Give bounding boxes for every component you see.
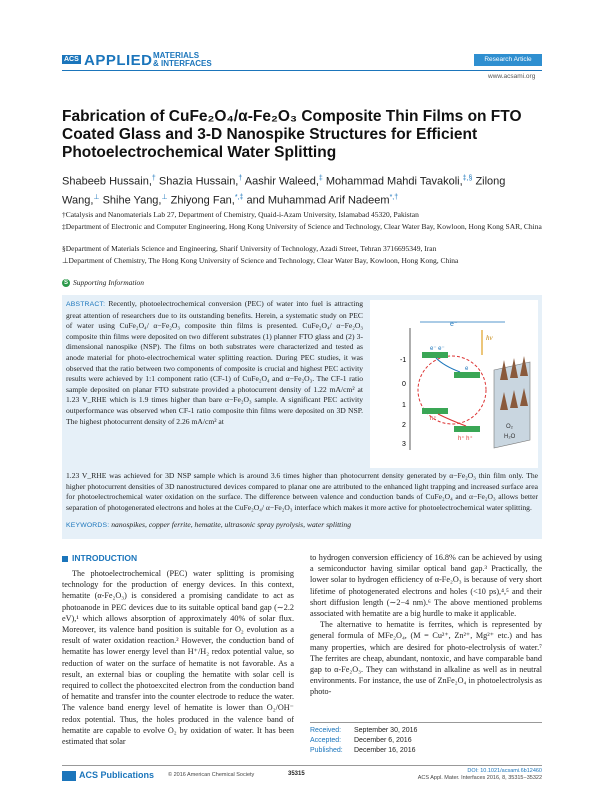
vb-hematite xyxy=(454,426,480,432)
footer-rule xyxy=(62,765,542,766)
supporting-information-link[interactable]: S Supporting Information xyxy=(63,278,145,287)
affiliation-3: §Department of Materials Science and Engineering, Sharif University of Technology, Azadi Street, Tehran 3716695349, Iran xyxy=(62,244,437,253)
intro-paragraph: The alternative to hematite is ferrites, which is represented by general formula of MFe₂O₄, (M = Cu²⁺, Zn²⁺, Mg²⁺ etc.) and has many properties, which are desired for photo-electrolysis of water.⁷ The ferrites are cheap, abundant, nontoxic, and have comparable band gap to α-Fe₂O₃. They can withstand in alkaline as well as in neutral environments. For instance, the use of ZnFe₂O₄ in photoelectrolysis as photo- xyxy=(310,620,542,697)
author-name: Shazia Hussain, xyxy=(158,175,239,188)
article-type-badge: Research Article xyxy=(474,54,542,66)
axis-tick: 1 xyxy=(402,402,406,409)
cb-hematite xyxy=(454,372,480,378)
intro-left-column xyxy=(62,568,294,747)
electron-label: e xyxy=(465,366,469,372)
header-rule xyxy=(62,70,542,71)
intro-paragraph: The photoelectrochemical (PEC) water splitting is promising technology for the production of energy devices. In this context, hematite (α-Fe₂O₃) is considered a promising candidate to act as photoanode in PEC devices due to its suitable optical band gap (∼2.2 eV),¹ which allows absorption of approximately 40% of solar flux. Moreover, its valence band position is suitable for O₂ evolution as a result of water oxidation reaction.² However, the conduction band of hematite has lower energy level than H⁺/H₂ redox potential value, so reduction of water on the surface of hematite is not favorable. As a result, an external bias or coupling the hematite with solar cell is required to collect the photoexcited electron from the conduction band of hematite and transfer into the counter electrode to reduce the water. The valence band energy level of hematite is lower than O₂/OH⁻ redox potential. Thus, the holes produced in the valence band of hematite are capable to evolve O₂ by oxidation of water. It has been estimated that solar xyxy=(62,569,294,747)
date-published: Published: December 16, 2016 xyxy=(310,747,416,754)
doi-block xyxy=(400,768,542,782)
axis-tick: 2 xyxy=(402,422,406,429)
author-list xyxy=(62,171,542,208)
author-name: Shabeeb Hussain, xyxy=(62,175,152,188)
hole-label: h⁺ h⁺ xyxy=(458,436,473,442)
author-affiliation-mark: ‡,§ xyxy=(462,175,473,182)
author-name: Aashir Waleed, xyxy=(244,175,319,188)
citation: ACS Appl. Mater. Interfaces 2016, 8, 35315−35322 xyxy=(417,775,542,781)
author-name: Shihe Yang, xyxy=(102,194,162,207)
water-label: H₂O xyxy=(504,434,516,440)
date-received: Received: September 30, 2016 xyxy=(310,727,418,734)
toc-figure xyxy=(370,300,538,468)
page-number: 35315 xyxy=(288,771,305,777)
copyright: © 2016 American Chemical Society xyxy=(168,772,255,778)
author-affiliation-mark: ⊥ xyxy=(93,193,100,201)
author-affiliation-mark: † xyxy=(238,175,243,182)
intro-paragraph: to hydrogen conversion efficiency of 16.8% can be achieved by using a semiconductor having similar optical band gap.³ Practically, the lower solar to hydrogen efficiency of α-Fe₂O₃ is because of very short lifetime of photogenerated electrons and holes (<10 ps),⁴,⁵ and their short diffusion length (∼2−4 nm).⁶ The above mentioned problems associated with hematite are a big hurdle to make it applicable. xyxy=(310,553,542,619)
electron-label: e⁻ e⁻ xyxy=(430,346,445,352)
journal-subname: MATERIALS & INTERFACES xyxy=(153,51,212,68)
doi-link[interactable]: DOI: 10.1021/acsami.6b12460 xyxy=(467,768,542,774)
author-affiliation-mark: *,‡ xyxy=(234,193,244,201)
author-name: Zilong Wang, xyxy=(62,175,506,207)
author-name: and Muhammad Arif Nadeem xyxy=(246,194,390,207)
affiliation-2: ‡Department of Electronic and Computer Engineering, Hong Kong University of Science and Technology, Clear Water Bay, Kowloon, Hong Kong SAR, China xyxy=(62,222,542,231)
cb-cufe2o4 xyxy=(422,352,448,358)
light-label: hν xyxy=(486,334,493,342)
affiliation-4: ⊥Department of Chemistry, The Hong Kong University of Science and Technology, Clear Water Bay, Kowloon, Hong Kong, China xyxy=(62,256,459,265)
author-affiliation-mark: ⊥ xyxy=(161,193,168,201)
author-affiliation-mark: † xyxy=(151,175,156,182)
vb-cufe2o4 xyxy=(422,408,448,414)
oxygen-label: O₂ xyxy=(506,424,513,430)
author-name: Mohammad Mahdi Tavakoli, xyxy=(325,175,463,188)
hole-label: h⁺ xyxy=(430,416,437,422)
author-name: Zhiyong Fan, xyxy=(170,194,235,207)
acs-logo-icon xyxy=(62,771,76,781)
intro-right-column xyxy=(310,552,542,698)
electron-top-label: e⁻ xyxy=(450,321,458,328)
supporting-info-icon: S xyxy=(63,280,68,287)
section-marker-icon xyxy=(62,556,68,562)
journal-url[interactable]: www.acsami.org xyxy=(488,73,536,80)
affiliation-1: †Catalysis and Nanomaterials Lab 27, Department of Chemistry, Quaid-i-Azam University, Islamabad 45320, Pakistan xyxy=(62,210,419,219)
journal-header xyxy=(0,0,600,80)
keywords: KEYWORDS: nanospikes, copper ferrite, hematite, ultrasonic spray pyrolysis, water splitting xyxy=(66,520,351,529)
article-title: Fabrication of CuFe₂O₄/α-Fe₂O₃ Composite Thin Films on FTO Coated Glass and 3-D Nanospike Structures for Efficient Photoelectrochemical Water Splitting xyxy=(62,108,522,161)
article-dates xyxy=(310,722,542,756)
abstract-text-continued: 1.23 V_RHE was achieved for 3D NSP sample which is around 3.6 times higher than photocurrent density generated by α−Fe₂O₃ thin film only. The higher photocurrent densities of 3D nanostructured devices compared to planar one are attributed to the enhanced light trapping and increased surface area for photoelectrochemical water oxidation on the surface. The difference between valence and conduction bands of CuFe₂O₄ and α−Fe₂O₃ allows better separation of photogenerated electrons and holes at the CuFe₂O₄/ α−Fe₂O₃ interface which makes it more active for photoelectrochemical water splitting. xyxy=(66,471,538,512)
date-accepted: Accepted: December 6, 2016 xyxy=(310,737,412,744)
axis-tick: -1 xyxy=(400,357,407,364)
publisher-logo[interactable]: ACS Publications xyxy=(62,770,154,781)
author-affiliation-mark: *,† xyxy=(389,193,399,201)
acs-tag: ACS xyxy=(64,56,79,63)
section-heading-introduction: INTRODUCTION xyxy=(62,553,137,563)
abstract-text: ABSTRACT: Recently, photoelectrochemical conversion (PEC) of water into fuel is attracting great attention of researchers due to its outstanding benefits. Herein, a systematic study on PEC of water using CuFe₂O₄/ α−Fe₂O₃ composite thin films is presented. CuFe₂O₄/ α−Fe₂O₃ composite thin films were deposited on two different substrates (1) planner FTO glass and (2) 3-dimensional nanospike (NSP). The films on both substrates were characterized and tested as anode material for photo-electrochemical water splitting reaction. During PEC studies, it was observed that the ratio between two components of composite is crucial and highest PEC activity results were achieved by 1:1 component ratio (CF-1) of CuFe₂O₄ and α−Fe₂O₃. The CF-1 ratio sample deposited on planar FTO substrate provided a photocurrent density of 1.22 mA/cm² at 1.23 V_RHE which is 1.9 times higher than bare α−Fe₂O₃ sample. A significant PEC activity outperformance was observed when CF-1 ratio composite thin films were deposited on 3D NSP. The highest photocurrent density of 2.26 mA/cm² at xyxy=(66,299,363,426)
author-affiliation-mark: ‡ xyxy=(318,175,323,182)
axis-tick: 0 xyxy=(402,381,406,388)
axis-tick: 3 xyxy=(402,441,406,448)
journal-name: APPLIED xyxy=(84,52,153,69)
